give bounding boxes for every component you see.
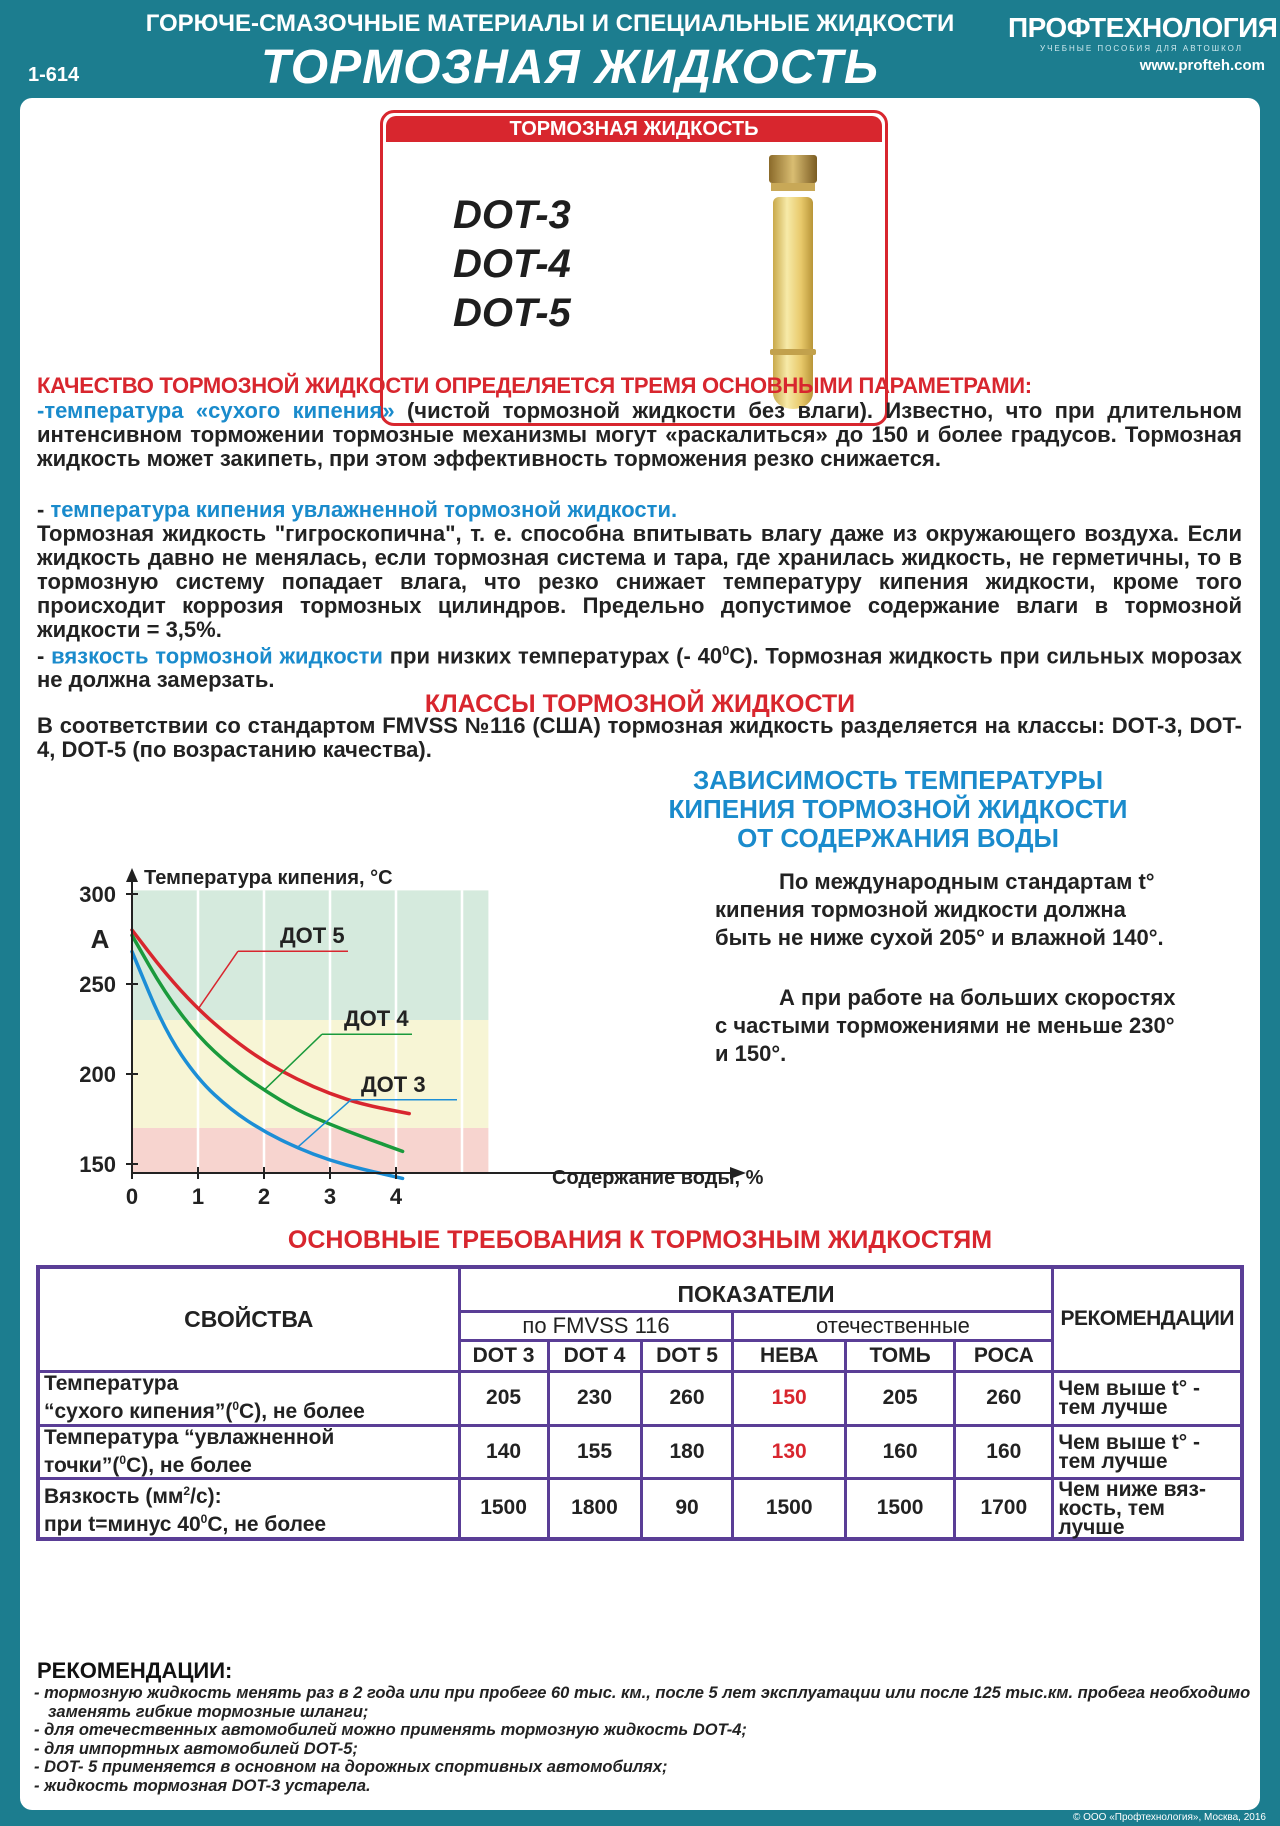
poster-subtitle: ГОРЮЧЕ-СМАЗОЧНЫЕ МАТЕРИАЛЫ И СПЕЦИАЛЬНЫЕ ЖИДКОСТИ bbox=[145, 10, 955, 37]
quality-p2-term: температура кипения увлажненной тормозной жидкости. bbox=[50, 497, 678, 522]
quality-p3-text2: С). Тормозная жидкость при сильных морозах не должна замерзать. bbox=[37, 643, 1243, 693]
property-cell bbox=[38, 1371, 459, 1425]
chart-ylabel: Температура кипения, °С bbox=[144, 867, 393, 889]
property-line: “сухого кипения”($^0$С), не более bbox=[44, 1399, 365, 1423]
quality-p2-head bbox=[37, 498, 1242, 522]
chart-title-line: КИПЕНИЯ ТОРМОЗНОЙ ЖИДКОСТИ bbox=[668, 794, 1128, 824]
recommendation-item: - жидкость тормозная DOT-3 устарела. bbox=[34, 1776, 371, 1795]
brand-header: НЕВА bbox=[733, 1340, 845, 1371]
x-tick-label: 4 bbox=[389, 1184, 403, 1209]
poster-title: ТОРМОЗНАЯ ЖИДКОСТЬ bbox=[261, 41, 879, 94]
col-header-domestic: отечественные bbox=[733, 1311, 1053, 1340]
y-tick-label: 150 bbox=[79, 1152, 116, 1177]
value-cell: 1800 bbox=[548, 1478, 641, 1539]
requirements-title: ОСНОВНЫЕ ТРЕБОВАНИЯ К ТОРМОЗНЫМ ЖИДКОСТЯМ bbox=[287, 1226, 993, 1254]
y-tick-label: 300 bbox=[79, 882, 116, 907]
quality-p3 bbox=[37, 639, 1242, 692]
quality-p1-text: (чистой тормозной жидкости без влаги). Известно, что при длительном интенсивном торможении тормозные механизмы могут «раскалиться» до 150 и более градусов. Тормозная жидкость может закипеть, при этом эффективность торможения резко снижается. bbox=[37, 398, 1242, 471]
series-label: ДОТ 4 bbox=[344, 1006, 409, 1032]
value-cell: 180 bbox=[641, 1425, 733, 1478]
quality-p1-term: -температура «сухого кипения» bbox=[37, 398, 395, 423]
quality-p2-dash: - bbox=[37, 497, 51, 522]
standards-note-1: По международным стандартам t° кипения тормозной жидкости должна быть не ниже сухой 205° и влажной 140°. bbox=[715, 869, 1164, 950]
chart-xlabel: Содержание воды, % bbox=[552, 1167, 764, 1189]
dot-class-item: DOT-3 bbox=[453, 193, 571, 237]
poster-code: 1-614 bbox=[28, 64, 80, 86]
recommendation-item: - для отечественных автомобилей можно применять тормозную жидкость DOT-4; bbox=[34, 1721, 747, 1739]
quality-p1 bbox=[37, 399, 1242, 471]
chart-zone bbox=[132, 1020, 488, 1128]
chart-title bbox=[598, 766, 1198, 853]
col-header-indicators: ПОКАЗАТЕЛИ bbox=[459, 1267, 1053, 1311]
chart-zone bbox=[132, 1128, 488, 1173]
dot-class-item: DOT-4 bbox=[453, 242, 571, 286]
quality-heading: КАЧЕСТВО ТОРМОЗНОЙ ЖИДКОСТИ ОПРЕДЕЛЯЕТСЯ ТРЕМЯ ОСНОВНЫМИ ПАРАМЕТРАМИ: bbox=[37, 373, 1032, 398]
dot-class-item: DOT-5 bbox=[453, 291, 571, 335]
recommendation-item: - DOT- 5 применяется в основном на дорожных спортивных автомобилях; bbox=[34, 1758, 668, 1776]
property-cell bbox=[38, 1478, 459, 1539]
value-cell: 1500 bbox=[459, 1478, 548, 1539]
recommendation-item: - тормозную жидкость менять раз в 2 года или при пробеге 60 тыс. км., после 5 лет эксплуатации или после 125 тыс.км. пробега необходимо заменять гибкие тормозные шланги; bbox=[34, 1684, 1251, 1721]
classes-text: В соответствии со стандартом FMVSS №116 (США) тормозная жидкость разделяется на классы: DOT-3, DOT-4, DOT-5 (по возрастанию качества). bbox=[37, 713, 1242, 762]
y-axis-arrow-icon bbox=[126, 868, 138, 882]
value-cell: 1700 bbox=[955, 1478, 1053, 1539]
classes-heading: КЛАССЫ ТОРМОЗНОЙ ЖИДКОСТИ bbox=[424, 690, 856, 718]
col-header-properties: СВОЙСТВА bbox=[38, 1267, 459, 1371]
quality-p2-text: Тормозная жидкость "гигроскопична", т. е. способна впитывать влагу даже из окружающего воздуха. Если жидкость давно не менялась, если тормозная система и тара, где хранилась жидкость, не герметичны, то в тормозную систему попадает влага, что резко снижает температуру кипения жидкости, кроме того происходит коррозия тормозных цилиндров. Предельно допустимое содержание влаги в тормозной жидкости = 3,5%. bbox=[37, 521, 1242, 642]
value-cell: 1500 bbox=[733, 1478, 845, 1539]
col-header-recommendations: РЕКОМЕНДАЦИИ bbox=[1053, 1267, 1242, 1371]
brand-header: DOT 5 bbox=[641, 1340, 733, 1371]
property-cell bbox=[38, 1425, 459, 1478]
recommendations-title: РЕКОМЕНДАЦИИ: bbox=[37, 1658, 233, 1683]
quality-p3-term: вязкость тормозной жидкости bbox=[51, 643, 383, 669]
property-line: точки”($^0$С), не более bbox=[44, 1452, 252, 1477]
property-line: Вязкость $(мм^2/с)$: bbox=[44, 1484, 222, 1508]
series-label: ДОТ 3 bbox=[361, 1071, 426, 1097]
value-cell: 260 bbox=[955, 1371, 1053, 1425]
col-header-fmvss: по FMVSS 116 bbox=[459, 1311, 733, 1340]
product-box-title: ТОРМОЗНАЯ ЖИДКОСТЬ bbox=[386, 116, 882, 142]
standards-note-2: А при работе на больших скоростях с частыми торможениями не меньше 230° и 150°. bbox=[715, 985, 1176, 1066]
value-cell: 205 bbox=[845, 1371, 954, 1425]
dot-class-list bbox=[453, 191, 571, 338]
x-tick-label: 3 bbox=[323, 1184, 337, 1209]
quality-p3-text1: при низких температурах (- 40 bbox=[382, 643, 723, 669]
table-row bbox=[38, 1425, 1242, 1478]
value-cell: 230 bbox=[548, 1371, 641, 1425]
chart-title-line: ЗАВИСИМОСТЬ ТЕМПЕРАТУРЫ bbox=[692, 765, 1104, 795]
series-label: ДОТ 5 bbox=[280, 923, 345, 949]
recommendation-cell: Чем выше t° - тем лучше bbox=[1053, 1371, 1242, 1425]
y-tick-label: 250 bbox=[79, 972, 116, 997]
value-cell: 140 bbox=[459, 1425, 548, 1478]
value-cell: 205 bbox=[459, 1371, 548, 1425]
brand-tagline: УЧЕБНЫЕ ПОСОБИЯ ДЛЯ АВТОШКОЛ bbox=[1040, 44, 1244, 53]
table-row bbox=[38, 1371, 1242, 1425]
brand-header: РОСА bbox=[955, 1340, 1053, 1371]
value-cell: 155 bbox=[548, 1425, 641, 1478]
y-tick-label: 200 bbox=[79, 1062, 116, 1087]
copyright: © ООО «Профтехнология», Москва, 2016 bbox=[1072, 1812, 1266, 1823]
boiling-point-chart bbox=[62, 866, 782, 1226]
property-line: Температура bbox=[44, 1372, 179, 1395]
recommendations-list bbox=[34, 1684, 1254, 1795]
chart-title-line: ОТ СОДЕРЖАНИЯ ВОДЫ bbox=[737, 823, 1059, 853]
quality-p3-sup: 0 bbox=[722, 643, 730, 658]
x-tick-label: 2 bbox=[257, 1184, 271, 1209]
brand-block bbox=[1000, 12, 1278, 74]
x-tick-label: 1 bbox=[191, 1184, 205, 1209]
brand-header: DOT 3 bbox=[459, 1340, 548, 1371]
value-cell: 160 bbox=[845, 1425, 954, 1478]
value-cell: 1500 bbox=[845, 1478, 954, 1539]
quality-p3-dash: - bbox=[37, 643, 52, 669]
value-cell: 160 bbox=[955, 1425, 1053, 1478]
value-cell: 130 bbox=[733, 1425, 845, 1478]
value-cell: 150 bbox=[733, 1371, 845, 1425]
value-cell: 260 bbox=[641, 1371, 733, 1425]
brand-header: ТОМЬ bbox=[845, 1340, 954, 1371]
content-panel bbox=[20, 98, 1260, 1810]
recommendation-item: - для импортных автомобилей DOT-5; bbox=[34, 1739, 358, 1758]
table-row bbox=[38, 1478, 1242, 1539]
chart-zone bbox=[132, 890, 488, 1020]
property-line: Температура “увлажненной bbox=[44, 1425, 335, 1449]
y-marker-label: А bbox=[90, 924, 110, 954]
value-cell: 90 bbox=[641, 1478, 733, 1539]
brand-url[interactable]: www.profteh.com bbox=[1139, 57, 1265, 74]
x-tick-label: 0 bbox=[125, 1184, 139, 1209]
requirements-table bbox=[36, 1265, 1244, 1541]
recommendation-cell: Чем ниже вяз-кость, тем лучше bbox=[1053, 1478, 1242, 1539]
brand-name: ПРОФТЕХНОЛОГИЯ bbox=[1008, 12, 1278, 43]
recommendation-cell: Чем выше t° - тем лучше bbox=[1053, 1425, 1242, 1478]
property-line: при t=минус $40^0С$, не более bbox=[44, 1512, 327, 1536]
brand-header: DOT 4 bbox=[548, 1340, 641, 1371]
